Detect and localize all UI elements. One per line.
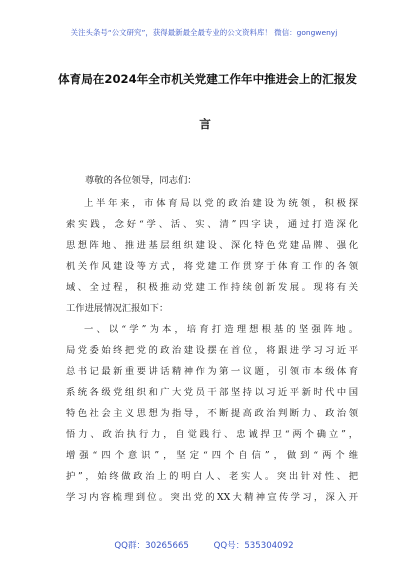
paragraph-line: 机关作风建设等方式，将党建工作贯穿于体育工作的各领 bbox=[66, 261, 358, 272]
document-title-line-2: 言 bbox=[199, 117, 211, 131]
paragraph-1 bbox=[66, 193, 358, 319]
contact-footer bbox=[0, 539, 408, 551]
paragraph-line: 悟力、政治执行力，自觉践行、忠诚捍卫“两个确立”， bbox=[66, 429, 358, 440]
promo-banner: 关注头条号“公文研究”，获得最新最全最专业的公文资料库！ 微信：gongwenyj bbox=[70, 28, 338, 37]
qq-account-number: QQ号：535304092 bbox=[213, 541, 294, 551]
paragraph-line: 增强“四个意识”，坚定“四个自信”，做到“两个维 bbox=[66, 450, 358, 461]
paragraph-line: 特色社会主义思想为指导，不断提高政治判断力、政治领 bbox=[66, 408, 358, 419]
paragraph-line: 思想阵地、推进基层组织建设、深化特色党建品牌、强化 bbox=[66, 240, 358, 251]
paragraph-line: 工作进展情况汇报如下： bbox=[66, 303, 169, 314]
paragraph-line: 局党委始终把党的政治建设摆在首位，将跟进学习习近平 bbox=[66, 345, 358, 356]
paragraph-line: 一、以“学”为本，培育打造理想根基的坚强阵地。 bbox=[84, 324, 358, 335]
paragraph-line: 总书记最新重要讲话精神作为第一议题，引领市本级体育 bbox=[66, 366, 358, 377]
paragraph-line: 上半年来，市体育局以党的政治建设为统领，积极探 bbox=[84, 198, 358, 209]
salutation: 尊敬的各位领导，同志们： bbox=[85, 175, 197, 186]
paragraph-line: 系统各级党组织和广大党员干部坚持以习近平新时代中国 bbox=[66, 387, 358, 398]
paragraph-line: 索实践，念好“学、活、实、清”四字诀，通过打造深化 bbox=[66, 219, 358, 230]
document-title-line-1: 体育局在2024年全市机关党建工作年中推进会上的汇报发 bbox=[58, 72, 357, 86]
paragraph-line: 护”，始终做政治上的明白人、老实人。突出针对性、把 bbox=[66, 471, 358, 482]
qq-group-number: QQ群：30265665 bbox=[114, 541, 189, 551]
paragraph-line: 学习内容梳理到位。突出党的XX大精神宣传学习，深入开 bbox=[66, 492, 358, 503]
paragraph-2 bbox=[66, 319, 358, 508]
paragraph-line: 域、全过程，积极推动党建工作持续创新发展。现将有关 bbox=[66, 282, 358, 293]
